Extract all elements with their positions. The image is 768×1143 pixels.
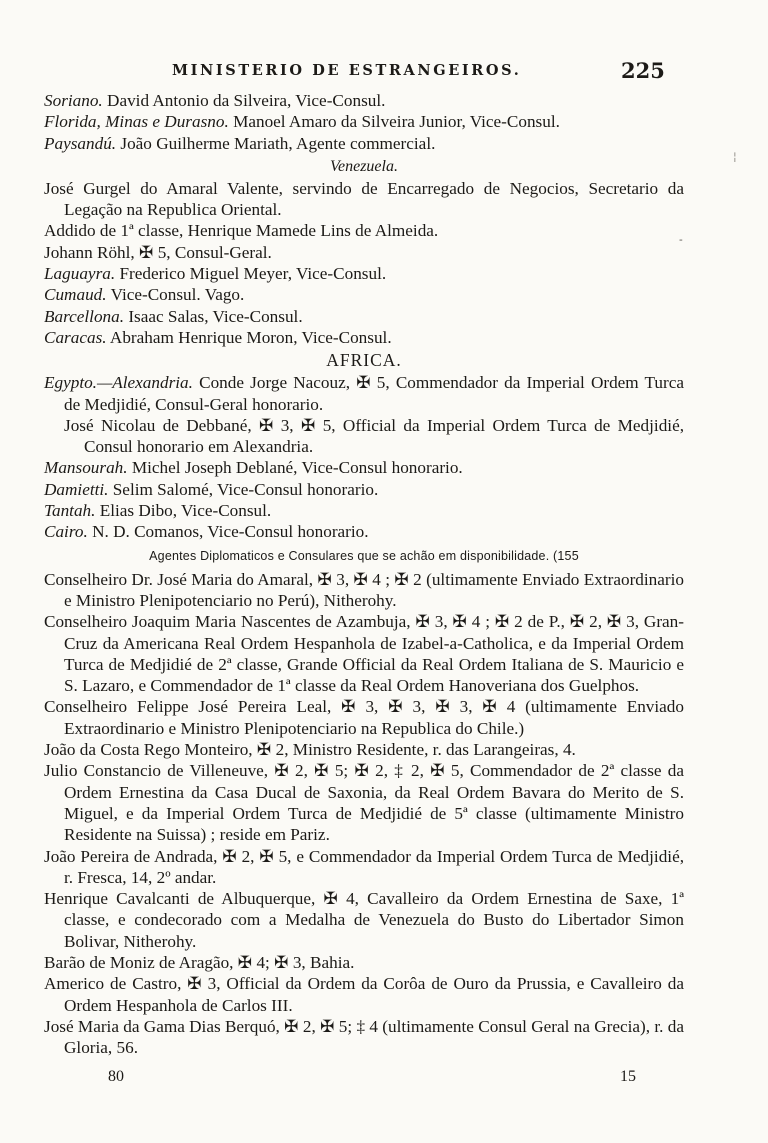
page-body xyxy=(44,90,684,1058)
entry-text: João da Costa Rego Monteiro, ✠ 2, Ministro Residente, r. das Larangeiras, 4. xyxy=(44,740,576,760)
entry-text: José Nicolau de Debbané, ✠ 3, ✠ 5, Official da Imperial Ordem Turca de Medjidié, Consul honorario em Alexandria. xyxy=(64,415,684,457)
entry-text: Julio Constancio de Villeneuve, ✠ 2, ✠ 5; ✠ 2, ‡ 2, ✠ 5, Commendador de 2ª classe da Ordem Ernestina da Casa Ducal de Saxonia, da Real Ordem Bavara do Merito de S. Miguel, e da Imperial Ordem Turca de Medjidié de 5ª classe (ultimamente Ministro Residente na Suissa) ; reside em Pariz. xyxy=(44,761,684,845)
entry-florida xyxy=(44,111,684,132)
entry-text: João Pereira de Andrada, ✠ 2, ✠ 5, e Commendador da Imperial Ordem Turca de Medjidié, r. Fresca, 14, 2º andar. xyxy=(44,846,684,887)
entry-text: Selim Salomé, Vice-Consul honorario. xyxy=(112,479,379,499)
entry-text: Michel Joseph Deblané, Vice-Consul honorario. xyxy=(131,458,463,478)
entry-text: Frederico Miguel Meyer, Vice-Consul. xyxy=(119,264,387,284)
entry-monteiro xyxy=(44,739,684,760)
place-name: Paysandú. xyxy=(44,133,117,153)
entry-mansourah xyxy=(44,457,684,478)
place-name: Cairo. xyxy=(44,522,88,542)
entry-text: David Antonio da Silveira, Vice-Consul. xyxy=(107,91,386,110)
entry-leal xyxy=(44,696,684,739)
entry-text: Manoel Amaro da Silveira Junior, Vice-Consul. xyxy=(233,112,560,132)
entry-addido xyxy=(44,220,684,241)
entry-villeneuve xyxy=(44,760,684,845)
entry-text: N. D. Comanos, Vice-Consul honorario. xyxy=(92,522,369,542)
page-footer xyxy=(0,1068,768,1092)
heading-agentes-disponibilidade: Agentes Diplomaticos e Consulares que se achão em disponibilidade. (155 xyxy=(149,548,579,563)
entry-paysandu xyxy=(44,133,684,154)
place-name: Egypto.—Alexandria. xyxy=(44,373,193,393)
entry-amaral xyxy=(44,569,684,612)
entry-text: Conselheiro Dr. José Maria do Amaral, ✠ 3, ✠ 4 ; ✠ 2 (ultimamente Enviado Extraordinario e Ministro Plenipotenciario no Perú), Nitherohy. xyxy=(44,569,684,610)
entry-caracas xyxy=(44,327,684,348)
stray-mark: ¦ xyxy=(733,150,737,163)
place-name: Florida, Minas e Durasno. xyxy=(44,112,229,132)
place-name: Mansourah. xyxy=(44,458,128,478)
entry-text: Conde Jorge Nacouz, ✠ 5, Commendador da Imperial Ordem Turca de Medjidié, Consul-Geral honorario. xyxy=(64,373,684,414)
entry-gurgel xyxy=(44,178,684,221)
place-name: Tantah. xyxy=(44,501,96,521)
entry-text: João Guilherme Mariath, Agente commercial. xyxy=(120,133,436,153)
entry-rohl xyxy=(44,242,684,263)
entry-text: Abraham Henrique Moron, Vice-Consul. xyxy=(109,327,392,347)
entry-text: Barão de Moniz de Aragão, ✠ 4; ✠ 3, Bahia. xyxy=(44,952,355,972)
place-name: Cumaud. xyxy=(44,285,107,305)
place-name: Laguayra. xyxy=(44,264,116,284)
entry-soriano xyxy=(44,90,684,111)
stray-dash: - xyxy=(679,233,683,246)
entry-albuquerque xyxy=(44,888,684,952)
page-header xyxy=(0,58,768,86)
entry-text: Conselheiro Joaquim Maria Nascentes de Azambuja, ✠ 3, ✠ 4 ; ✠ 2 de P., ✠ 2, ✠ 3, Gran-Cruz da Americana Real Ordem Hespanhola de Izabel-a-Catholica, e da Imperial Ordem Turca de Medjidié de 2ª classe, Grande Official da Real Ordem Italiana de S. Mauricio e S. Lazaro, e Commendador de 1ª classe da Real Ordem Hanoveriana dos Guelphos. xyxy=(44,612,684,696)
entry-text: Isaac Salas, Vice-Consul. xyxy=(128,306,303,326)
place-name: Soriano. xyxy=(44,91,103,110)
entry-damietti xyxy=(44,479,684,500)
entry-text: José Maria da Gama Dias Berquó, ✠ 2, ✠ 5; ‡ 4 (ultimamente Consul Geral na Grecia), r. da Gloria, 56. xyxy=(44,1016,684,1058)
entry-barcellona xyxy=(44,306,684,327)
entry-laguayra xyxy=(44,263,684,284)
entry-debbane xyxy=(44,415,684,458)
entry-castro xyxy=(44,973,684,1016)
entry-text: Henrique Cavalcanti de Albuquerque, ✠ 4, Cavalleiro da Ordem Ernestina de Saxe, 1ª classe, e condecorado com a Medalha de Venezuela do Busto do Libertador Simon Bolivar, Nitherohy. xyxy=(44,889,684,951)
heading-africa: AFRICA. xyxy=(326,350,402,371)
entry-text: Americo de Castro, ✠ 3, Official da Ordem da Corôa de Ouro da Prussia, e Cavalleiro da Ordem Hespanhola de Carlos III. xyxy=(44,974,684,1015)
entry-berquo xyxy=(44,1016,684,1059)
entry-cairo xyxy=(44,521,684,542)
entry-tantah xyxy=(44,500,684,521)
entry-cumaud xyxy=(44,284,684,305)
running-title: MINISTERIO DE ESTRANGEIROS. xyxy=(172,62,522,79)
entry-text: Johann Röhl, ✠ 5, Consul-Geral. xyxy=(44,242,272,262)
entry-text: José Gurgel do Amaral Valente, servindo de Encarregado de Negocios, Secretario da Legação na Republica Oriental. xyxy=(44,178,684,220)
place-name: Damietti. xyxy=(44,479,109,499)
entry-text: Elias Dibo, Vice-Consul. xyxy=(99,501,272,521)
footer-number: 15 xyxy=(620,1068,636,1085)
page-number: 225 xyxy=(621,58,665,83)
heading-venezuela: Venezuela. xyxy=(330,157,398,175)
entry-alexandria xyxy=(44,372,684,415)
entry-text: Vice-Consul. Vago. xyxy=(110,285,245,305)
entry-text: Addido de 1ª classe, Henrique Mamede Lins de Almeida. xyxy=(44,221,439,241)
place-name: Caracas. xyxy=(44,327,107,347)
entry-andrada xyxy=(44,846,684,889)
signature-mark: 80 xyxy=(108,1068,124,1085)
place-name: Barcellona. xyxy=(44,306,125,326)
entry-azambuja xyxy=(44,611,684,696)
entry-text: Conselheiro Felippe José Pereira Leal, ✠ 3, ✠ 3, ✠ 3, ✠ 4 (ultimamente Enviado Extraordinario e Ministro Plenipotenciario na Republica do Chile.) xyxy=(44,697,684,738)
entry-moniz xyxy=(44,952,684,973)
